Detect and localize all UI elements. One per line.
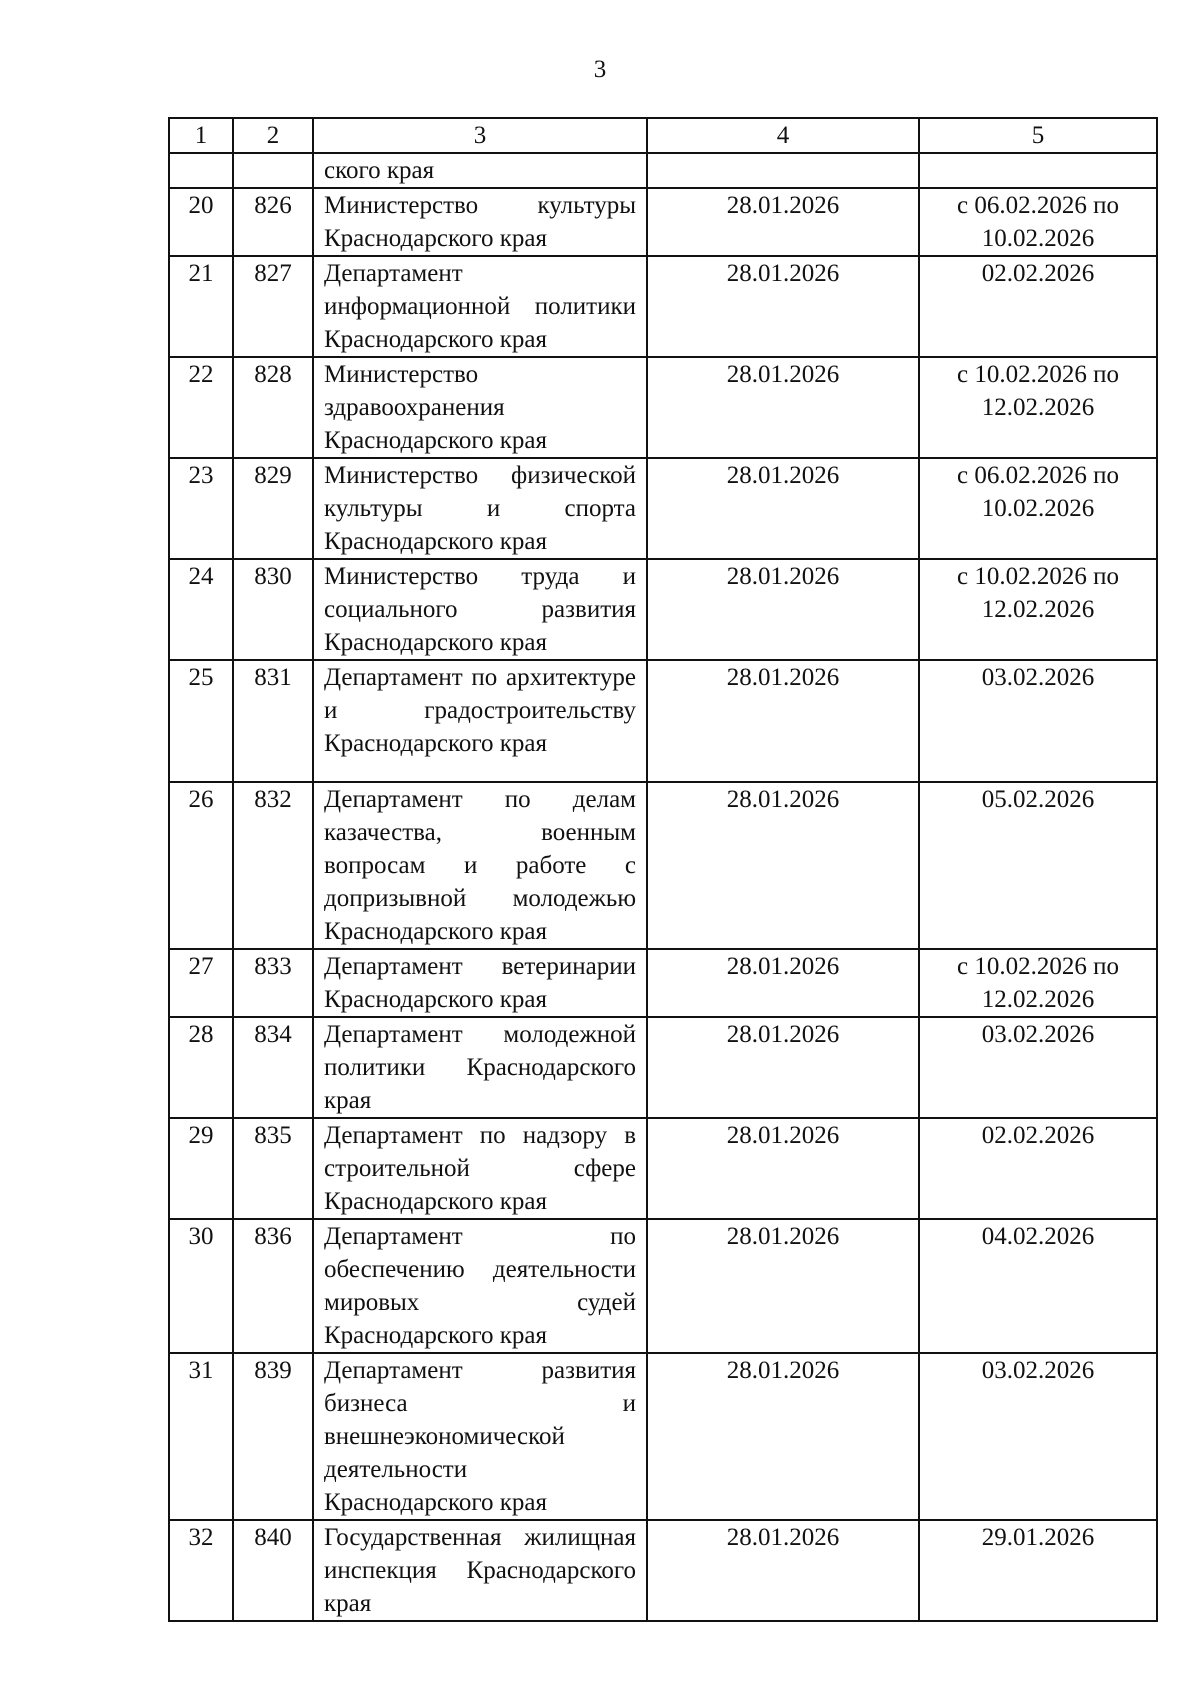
row-number: 31	[169, 1353, 233, 1520]
document-table	[168, 117, 1158, 1622]
row-code: 831	[233, 660, 313, 782]
table-row	[169, 1353, 1157, 1520]
row-department-name: Департамент информационной политики Краснодарского края	[313, 256, 647, 357]
row-date: 28.01.2026	[647, 357, 919, 458]
row-date: 28.01.2026	[647, 256, 919, 357]
header-cell-1: 1	[169, 118, 233, 153]
row-period: с 06.02.2026 по 10.02.2026	[919, 188, 1157, 256]
row-period: 03.02.2026	[919, 1017, 1157, 1118]
row-date: 28.01.2026	[647, 559, 919, 660]
row-number: 29	[169, 1118, 233, 1219]
row-period: с 06.02.2026 по 10.02.2026	[919, 458, 1157, 559]
row-code: 829	[233, 458, 313, 559]
table-row	[169, 1118, 1157, 1219]
table-header-row	[169, 118, 1157, 153]
row-department-name: Государственная жилищная инспекция Краснодарского края	[313, 1520, 647, 1621]
row-period: с 10.02.2026 по 12.02.2026	[919, 559, 1157, 660]
row-date: 28.01.2026	[647, 1017, 919, 1118]
table-row	[169, 1520, 1157, 1621]
table-row	[169, 559, 1157, 660]
row-code: 834	[233, 1017, 313, 1118]
row-date: 28.01.2026	[647, 1118, 919, 1219]
row-period: с 10.02.2026 по 12.02.2026	[919, 949, 1157, 1017]
row-number: 22	[169, 357, 233, 458]
row-department-name: Департамент развития бизнеса и внешнеэкономической деятельности Краснодарского края	[313, 1353, 647, 1520]
row-period: 03.02.2026	[919, 1353, 1157, 1520]
row-date: 28.01.2026	[647, 188, 919, 256]
row-number: 20	[169, 188, 233, 256]
page-number: 3	[593, 56, 607, 83]
row-number: 27	[169, 949, 233, 1017]
row-code: 828	[233, 357, 313, 458]
row-department-name: Министерство труда и социального развития Краснодарского края	[313, 559, 647, 660]
row-period	[919, 153, 1157, 188]
row-period: 05.02.2026	[919, 782, 1157, 949]
table-row	[169, 782, 1157, 949]
row-code	[233, 153, 313, 188]
row-code: 835	[233, 1118, 313, 1219]
header-cell-5: 5	[919, 118, 1157, 153]
table-row	[169, 949, 1157, 1017]
row-code: 833	[233, 949, 313, 1017]
row-department-name: Департамент по архитектуре и градостроительству Краснодарского края	[313, 660, 647, 782]
table-row	[169, 1219, 1157, 1353]
table-row	[169, 1017, 1157, 1118]
row-number: 21	[169, 256, 233, 357]
row-period: 03.02.2026	[919, 660, 1157, 782]
row-number	[169, 153, 233, 188]
row-period: 04.02.2026	[919, 1219, 1157, 1353]
row-department-name: ского края	[313, 153, 647, 188]
table-row	[169, 357, 1157, 458]
row-period: 29.01.2026	[919, 1520, 1157, 1621]
row-date	[647, 153, 919, 188]
row-code: 826	[233, 188, 313, 256]
table-row	[169, 660, 1157, 782]
row-date: 28.01.2026	[647, 1520, 919, 1621]
header-cell-4: 4	[647, 118, 919, 153]
row-department-name: Министерство физической культуры и спорта Краснодарского края	[313, 458, 647, 559]
row-number: 30	[169, 1219, 233, 1353]
row-date: 28.01.2026	[647, 660, 919, 782]
row-code: 830	[233, 559, 313, 660]
row-department-name: Департамент ветеринарии Краснодарского края	[313, 949, 647, 1017]
row-date: 28.01.2026	[647, 782, 919, 949]
table-row	[169, 153, 1157, 188]
row-department-name: Министерство здравоохранения Краснодарского края	[313, 357, 647, 458]
table-row	[169, 256, 1157, 357]
row-date: 28.01.2026	[647, 1219, 919, 1353]
row-code: 836	[233, 1219, 313, 1353]
row-date: 28.01.2026	[647, 1353, 919, 1520]
row-department-name: Департамент по надзору в строительной сфере Краснодарского края	[313, 1118, 647, 1219]
row-number: 23	[169, 458, 233, 559]
row-number: 26	[169, 782, 233, 949]
row-number: 28	[169, 1017, 233, 1118]
row-code: 840	[233, 1520, 313, 1621]
row-department-name: Департамент по обеспечению деятельности мировых судей Краснодарского края	[313, 1219, 647, 1353]
header-cell-3: 3	[313, 118, 647, 153]
row-department-name: Департамент молодежной политики Краснодарского края	[313, 1017, 647, 1118]
row-period: с 10.02.2026 по 12.02.2026	[919, 357, 1157, 458]
table-row	[169, 458, 1157, 559]
row-code: 832	[233, 782, 313, 949]
row-department-name: Министерство культуры Краснодарского края	[313, 188, 647, 256]
row-date: 28.01.2026	[647, 949, 919, 1017]
header-cell-2: 2	[233, 118, 313, 153]
table-row	[169, 188, 1157, 256]
row-date: 28.01.2026	[647, 458, 919, 559]
row-code: 839	[233, 1353, 313, 1520]
row-period: 02.02.2026	[919, 1118, 1157, 1219]
row-number: 32	[169, 1520, 233, 1621]
row-number: 25	[169, 660, 233, 782]
row-department-name: Департамент по делам казачества, военным вопросам и работе с допризывной молодежью Краснодарского края	[313, 782, 647, 949]
row-number: 24	[169, 559, 233, 660]
row-code: 827	[233, 256, 313, 357]
row-period: 02.02.2026	[919, 256, 1157, 357]
